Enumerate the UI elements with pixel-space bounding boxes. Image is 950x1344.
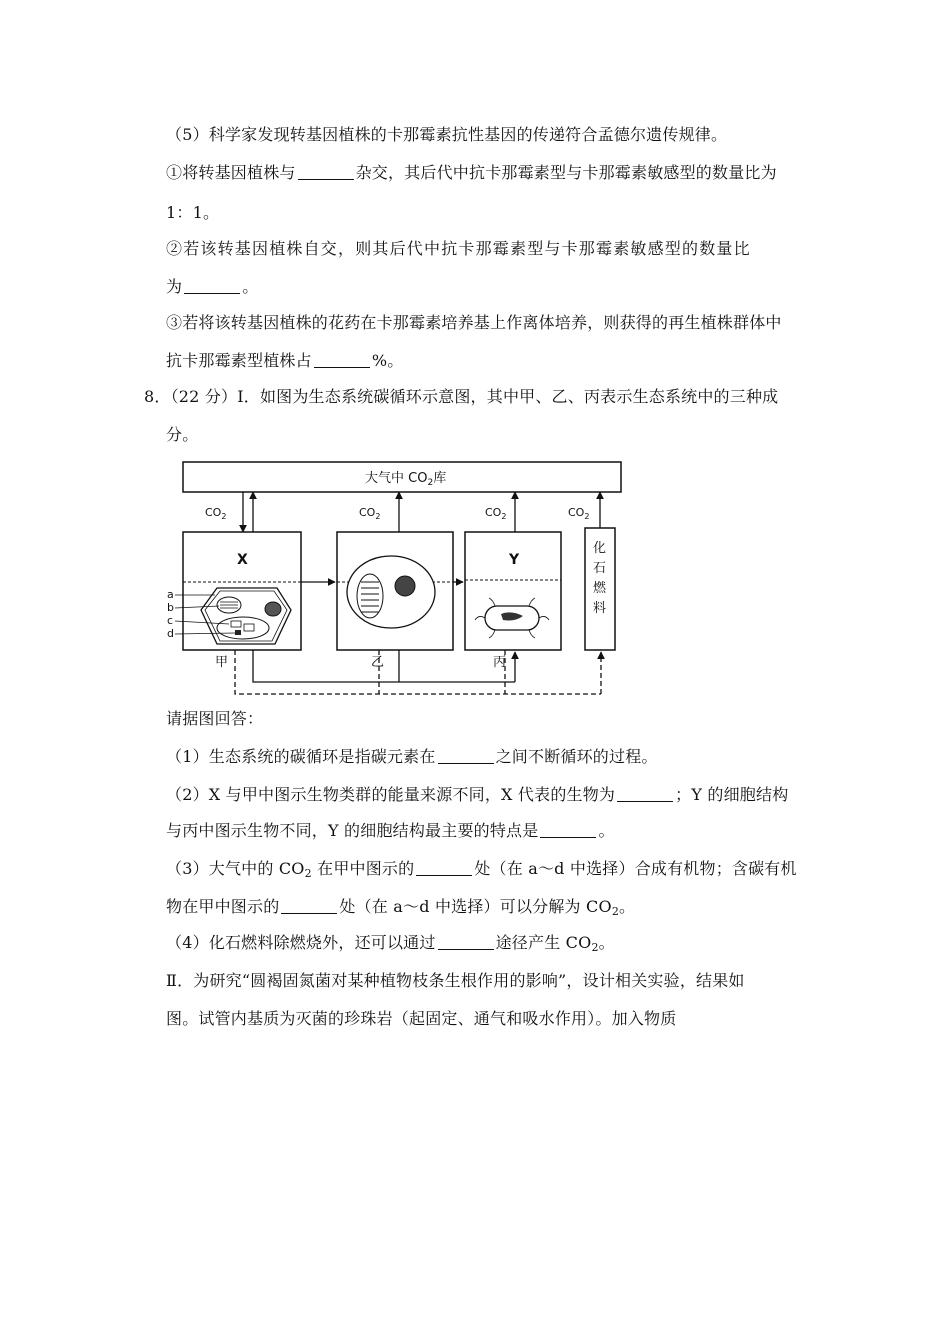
- q8-part2-cont: 与丙中图示生物不同，Y 的细胞结构最主要的特点是 。: [166, 821, 615, 840]
- q8-header: 8．（22 分）I．如图为生态系统碳循环示意图，其中甲、乙、丙表示生态系统中的三种成: [144, 387, 779, 406]
- fossil-fuel-char: 石: [593, 561, 607, 576]
- yi-label: 乙: [371, 655, 385, 670]
- label-a: a: [167, 588, 174, 601]
- answer-blank[interactable]: [298, 163, 354, 180]
- co2-label: $CO_2$: [205, 506, 227, 521]
- fossil-fuel-char: 料: [593, 601, 607, 616]
- label-d: d: [167, 627, 174, 640]
- q8-header-cont: 分。: [166, 425, 199, 444]
- answer-blank[interactable]: [281, 897, 337, 914]
- answer-blank[interactable]: [314, 351, 370, 368]
- q8-part2: （2）X 与甲中图示生物类群的能量来源不同，X 代表的生物为 ；Y 的细胞结构: [166, 785, 789, 804]
- fossil-link: [235, 650, 601, 694]
- q8-part1: （1）生态系统的碳循环是指碳元素在 之间不断循环的过程。: [166, 747, 658, 766]
- answer-blank[interactable]: [416, 859, 472, 876]
- q8-section2-cont: 图。试管内基质为灭菌的珍珠岩（起固定、通气和吸水作用）。加入物质: [166, 1009, 677, 1028]
- q5-sub2: ②若该转基因植株自交，则其后代中抗卡那霉素型与卡那霉素敏感型的数量比: [166, 239, 751, 258]
- q8-part4: （4）化石燃料除燃烧外，还可以通过 途径产生 $CO_2$。: [166, 933, 615, 954]
- atmosphere-label: 大气中 $CO_2$库: [365, 471, 447, 488]
- q8-section2: Ⅱ．为研究“圆褐固氮菌对某种植物枝条生根作用的影响”，设计相关实验，结果如: [166, 971, 745, 990]
- q5-sub3-cont: 抗卡那霉素型植株占 %。: [166, 351, 404, 370]
- x-label: X: [237, 552, 248, 568]
- co2-label: $CO_2$: [568, 506, 590, 521]
- decomposer-box: [465, 532, 561, 650]
- mitochondrion: [357, 574, 383, 618]
- q8-part3-cont: 物在甲中图示的 处（在 a～d 中选择）可以分解为 $CO_2$。: [166, 897, 636, 918]
- q5-sub3: ③若将该转基因植株的花药在卡那霉素培养基上作离体培养，则获得的再生植株群体中: [166, 313, 782, 332]
- nucleus: [395, 576, 415, 596]
- fossil-fuel-char: 化: [593, 541, 607, 556]
- fossil-fuel-char: 燃: [593, 581, 607, 596]
- y-label: Y: [509, 552, 520, 568]
- carbon-cycle-diagram: [165, 458, 625, 698]
- answer-blank[interactable]: [540, 821, 596, 838]
- label-c: c: [167, 614, 174, 627]
- nucleus: [265, 602, 281, 616]
- q5-sub2-cont: 为 。: [166, 277, 259, 296]
- co2-label: $CO_2$: [485, 506, 507, 521]
- vacuole: [217, 617, 269, 639]
- q5-sub1: ①将转基因植株与 杂交，其后代中抗卡那霉素型与卡那霉素敏感型的数量比为: [166, 163, 777, 182]
- bing-label: 丙: [493, 655, 507, 670]
- jia-label: 甲: [215, 655, 229, 670]
- q8-part3: （3）大气中的 $CO_2$ 在甲中图示的 处（在 a～d 中选择）合成有机物；含碳有机: [166, 859, 797, 880]
- answer-blank[interactable]: [438, 747, 494, 764]
- co2-label: $CO_2$: [359, 506, 381, 521]
- q5-sub1-cont: 1：1。: [166, 203, 220, 222]
- q5-intro: （5）科学家发现转基因植株的卡那霉素抗性基因的传递符合孟德尔遗传规律。: [166, 125, 728, 144]
- answer-blank[interactable]: [617, 785, 673, 802]
- answer-blank[interactable]: [438, 933, 494, 950]
- q8-prompt: 请据图回答：: [166, 709, 264, 728]
- label-b: b: [167, 601, 174, 614]
- answer-blank[interactable]: [184, 277, 240, 294]
